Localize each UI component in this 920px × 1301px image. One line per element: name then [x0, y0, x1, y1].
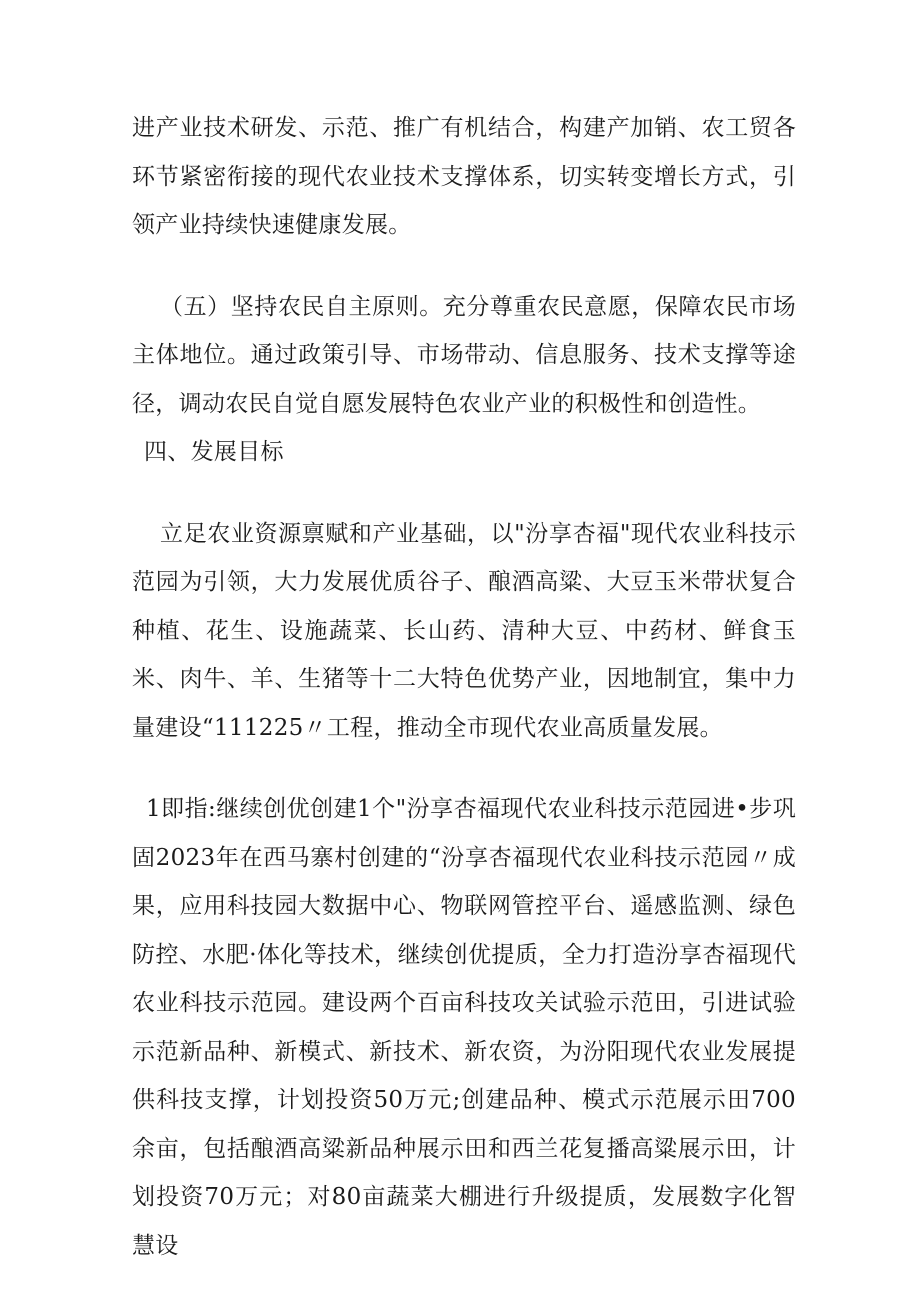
section-heading-development-goals: 四、发展目标 — [144, 439, 284, 465]
paragraph-continuation: 进产业技术研发、示范、推广有机结合，构建产加销、农工贸各环节紧密衔接的现代农业技术支撑体系，切实转变增长方式，引领产业持续快速健康发展。 — [132, 115, 796, 238]
paragraph-goal-item-one: 1即指:继续创优创建1个"汾享杏福现代农业科技示范园进•步巩固2023年在西马寨村创建的“汾享杏福现代农业科技示范园〃成果，应用科技园大数据中心、物联网管控平台、遥感监测、绿色防控、水肥·体化等技术，继续创优提质，全力打造汾享杏福现代农业科技示范园。建设两个百亩科技攻关试验示范田，引进试验示范新品种、新模式、新技术、新农资，为汾阳现代农业发展提供科技支撑，计划投资50万元;创建品种、模式示范展示田700余亩，包括酿酒高粱新品种展示田和西兰花复播高粱展示田，计划投资70万元；对80亩蔬菜大棚进行升级提质，发展数字化智慧设 — [132, 796, 796, 1259]
document-body — [132, 104, 796, 1270]
paragraph-principle-five: （五）坚持农民自主原则。充分尊重农民意愿，保障农民市场主体地位。通过政策引导、市场带动、信息服务、技术支撑等途径，调动农民自觉自愿发展特色农业产业的积极性和创造性。 — [132, 293, 796, 417]
paragraph-goals-overview: 立足农业资源禀赋和产业基础，以"汾享杏福"现代农业科技示范园为引领，大力发展优质谷子、酿酒高粱、大豆玉米带状复合种植、花生、设施蔬菜、长山药、清种大豆、中药材、鲜食玉米、肉牛、羊、生猪等十二大特色优势产业，因地制宜，集中力量建设“111225〃工程，推动全市现代农业高质量发展。 — [132, 520, 796, 741]
